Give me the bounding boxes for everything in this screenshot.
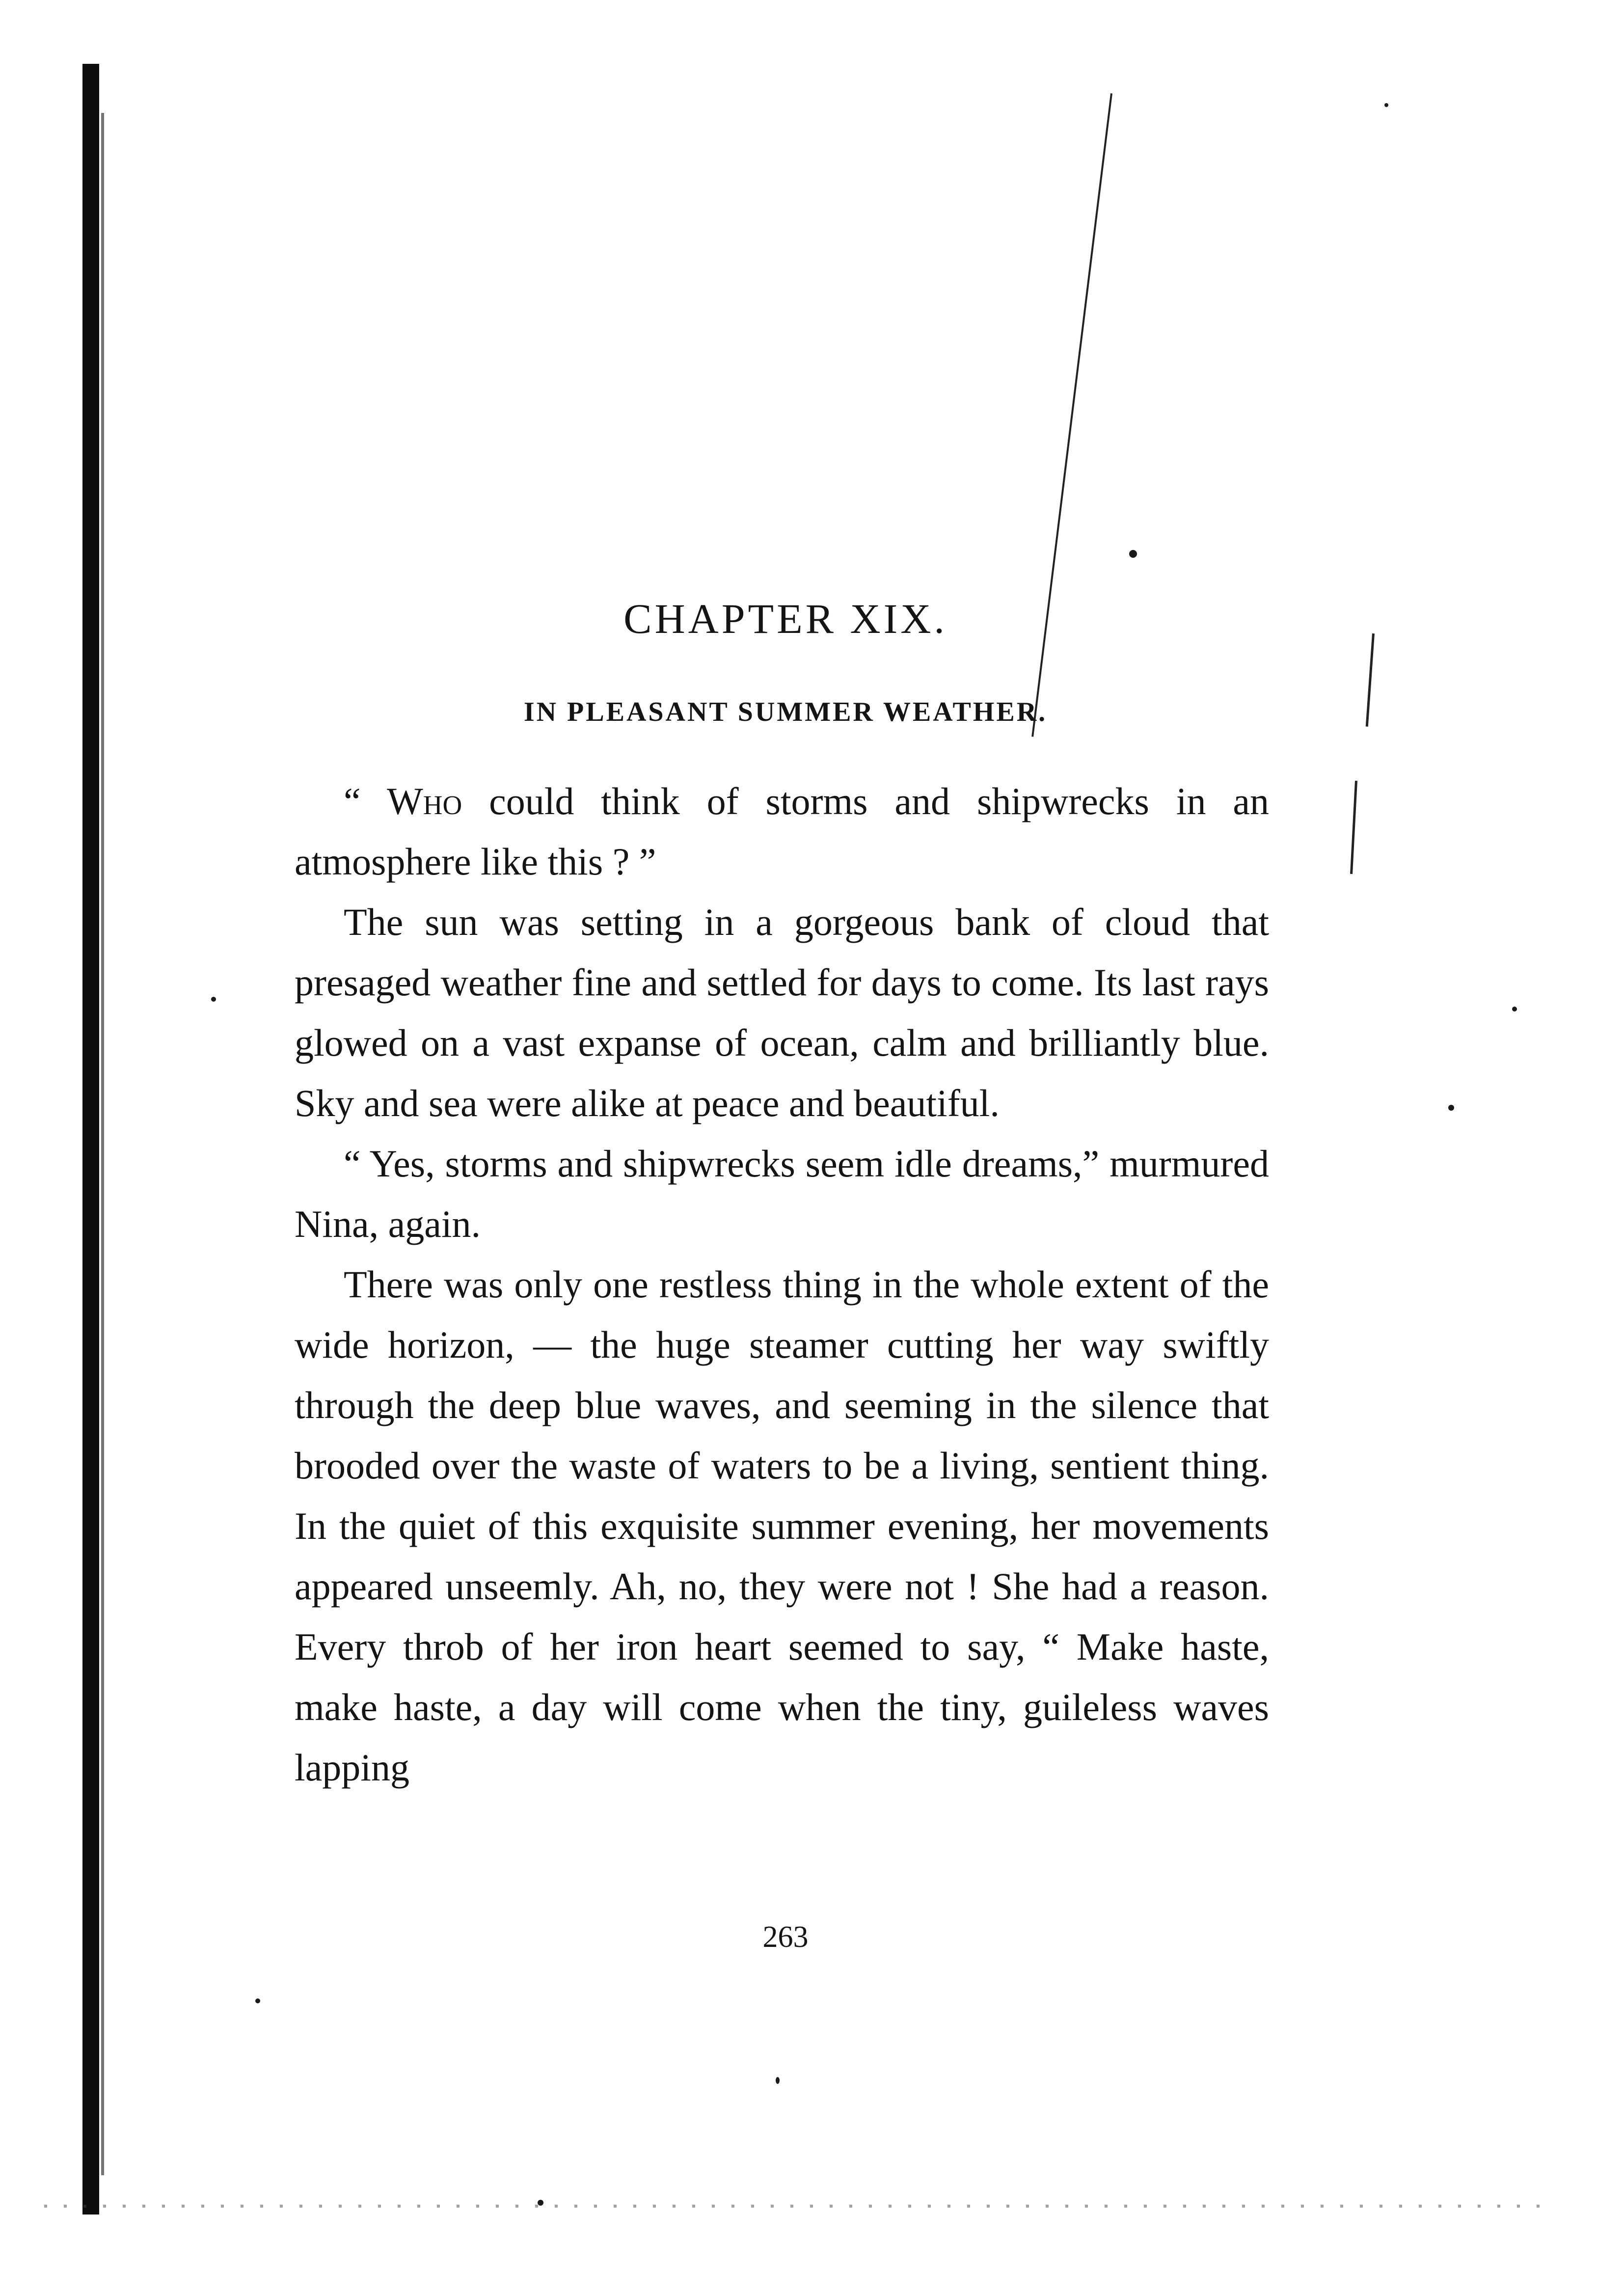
scan-scratch [1366, 633, 1375, 727]
scan-speck [1448, 1105, 1454, 1111]
chapter-title: CHAPTER XIX. [623, 595, 947, 642]
paragraph-text: There was only one restless thing in the whole extent of the wide horizon, — the huge steamer cutting her way swiftly through the deep blue waves, and seeming in the silence that brooded over the waste of waters to be a living, sentient thing. In the quiet of this exquisite summer evening, her movements appeared unseemly. Ah, no, they were not ! She had a reason. Every throb of her iron heart seemed to say, “ Make haste, make haste, a day will come when the tiny, guileless waves lapping [295, 1263, 1269, 1789]
paragraph [295, 892, 1269, 1133]
scan-scratch [1350, 781, 1357, 874]
scan-speck [1129, 550, 1137, 558]
paragraph [295, 1133, 1269, 1254]
binding-edge-shadow [82, 64, 99, 2214]
paragraph-text: could think of storms and shipwrecks in an atmosphere like this ? ” [295, 780, 1269, 883]
paragraph-text: The sun was setting in a gorgeous bank of cloud that presaged weather fine and settled for days to come. Its last rays glowed on a vast expanse of ocean, calm and brilliantly blue. Sky and sea were alike at peace and beautiful. [295, 901, 1269, 1124]
scan-speck [211, 997, 216, 1002]
paragraph [295, 771, 1269, 892]
chapter-subtitle: IN PLEASANT SUMMER WEATHER. [523, 697, 1048, 727]
scan-speck [255, 1998, 260, 2003]
scan-noise [44, 2205, 1542, 2208]
scan-speck [1512, 1007, 1517, 1011]
paragraph [295, 1254, 1269, 1798]
scan-speck [1384, 103, 1388, 107]
binding-edge-line [101, 113, 104, 2175]
paragraph-text: “ Yes, storms and shipwrecks seem idle dreams,” murmured Nina, again. [295, 1142, 1269, 1245]
chapter-body [295, 771, 1269, 1798]
page-number: 263 [762, 1920, 809, 1954]
scan-speck [776, 2077, 780, 2084]
scan-speck [538, 2200, 543, 2206]
paragraph-lead: “ Who [344, 780, 462, 822]
